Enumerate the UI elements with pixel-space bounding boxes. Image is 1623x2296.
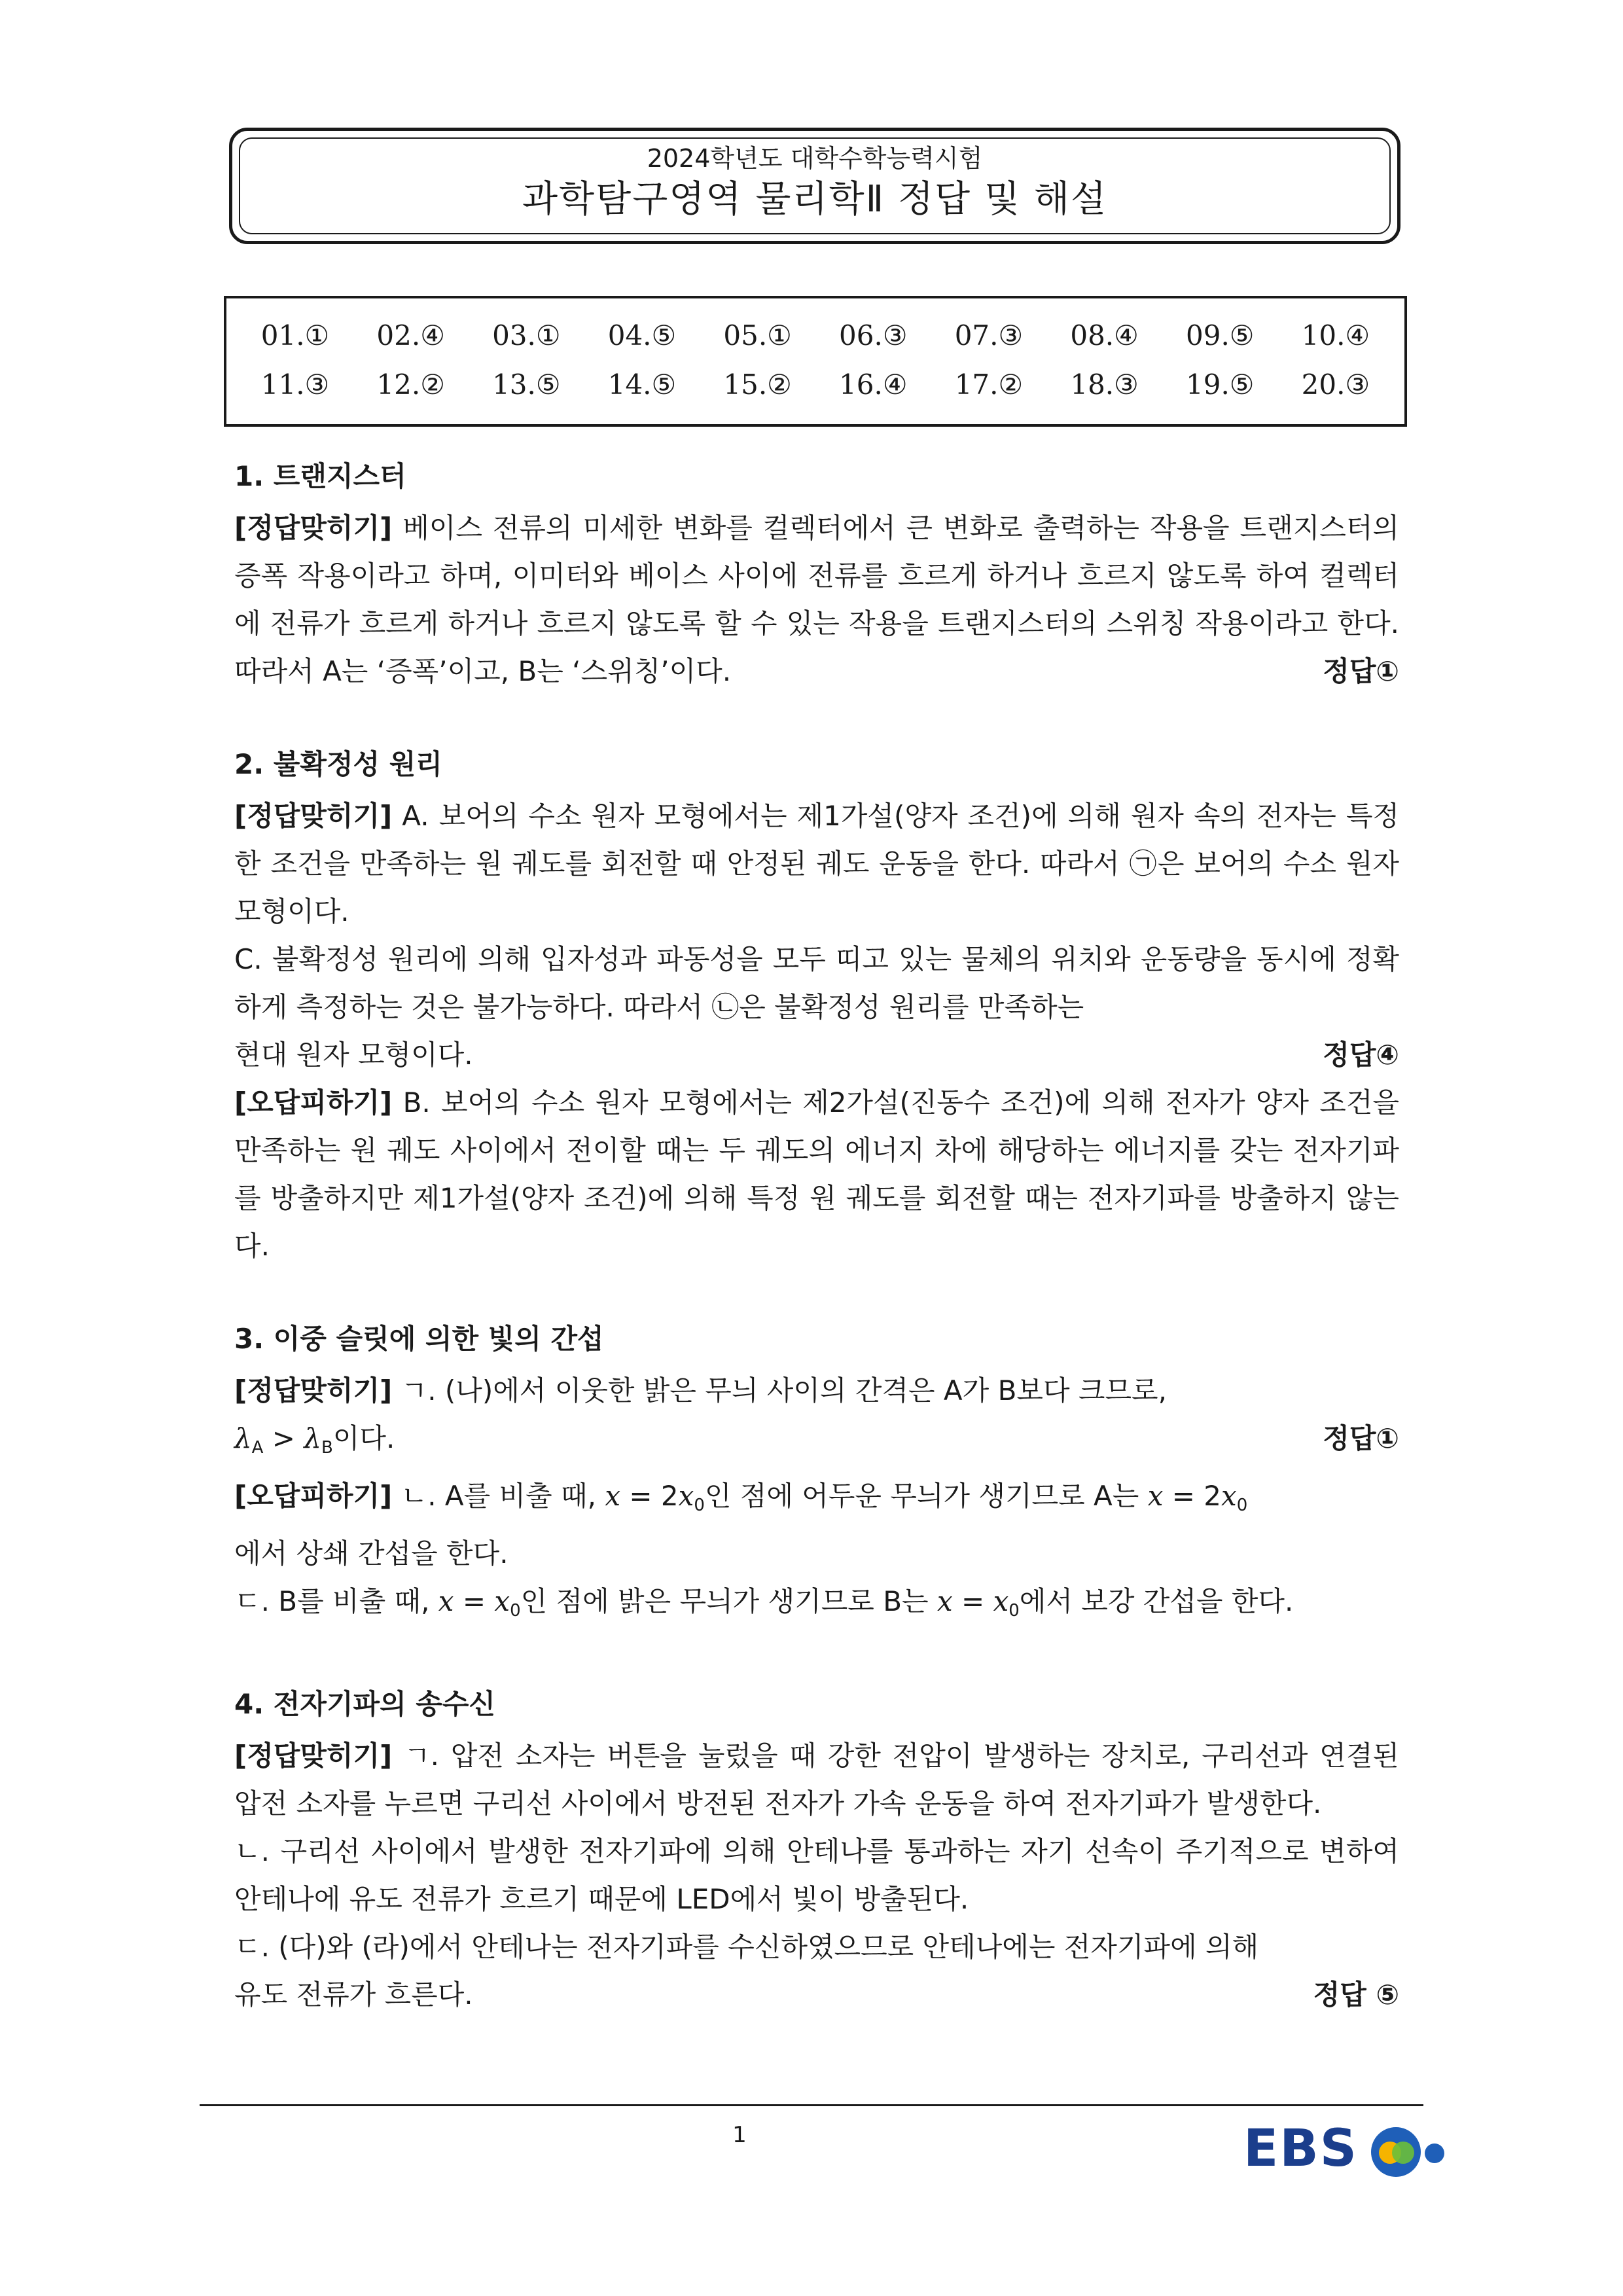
question-4-title: 4. 전자기파의 송수신	[234, 1688, 495, 1720]
question-4-correct-2: ㄴ. 구리선 사이에서 발생한 전자기파에 의해 안테나를 통과하는 자기 선속이 주기적으로 변하여 안테나에 유도 전류가 흐르기 때문에 LED에서 빛이 방출된다.	[234, 1835, 1399, 1915]
question-1-text: 베이스 전류의 미세한 변화를 컬렉터에서 큰 변화로 출력하는 작용을 트랜지스터의 증폭 작용이라고 하며, 이미터와 베이스 사이에 전류를 흐르게 하거나 흐르지 않도록 하여 컬렉터에 전류가 흐르게 하거나 흐르지 않도록 할 수 있는 작용을 트랜지스터의 스위칭 작용이라고 한다. 따라서 A는 ‘증폭’이고, B는 ‘스위칭’이다.	[234, 512, 1399, 687]
exam-subtitle: 2024학년도 대학수학능력시험	[647, 144, 983, 173]
answer-key-table	[224, 296, 1407, 427]
wrong-label: [오답피하기]	[234, 1086, 393, 1119]
answer-row-2	[246, 367, 1385, 403]
question-3-answer-line	[234, 1414, 1399, 1472]
question-2-title: 2. 불확정성 원리	[234, 748, 442, 780]
correct-label: [정답맞히기]	[234, 1740, 393, 1772]
question-2-answer: 정답④	[1323, 1039, 1399, 1071]
question-1-title: 1. 트랜지스터	[234, 460, 406, 492]
page-number: 1	[732, 2122, 747, 2148]
footer-divider	[200, 2104, 1423, 2106]
question-1-answer: 정답①	[1323, 655, 1399, 687]
question-2-wrong-b	[234, 1079, 1399, 1270]
question-4-text-end: 유도 전류가 흐른다.	[234, 1979, 473, 2011]
question-4-correct-1: [정답맞히기] ㄱ. 압전 소자는 버튼을 눌렀을 때 강한 전압이 발생하는 장치로, 구리선과 연결된 압전 소자를 누르면 구리선 사이에서 방전된 전자가 가속 운동을 하여 전자기파가 발생한다.	[234, 1740, 1399, 1820]
answer-cell: 03.①	[492, 319, 561, 351]
question-2-text-a: A. 보어의 수소 원자 모형에서는 제1가설(양자 조건)에 의해 원자 속의 전자는 특정한 조건을 만족하는 원 궤도를 회전할 때 안정된 궤도 운동을 한다. 따라서 ㉠은 보어의 수소 원자 모형이다.	[234, 800, 1399, 927]
question-2-answer-line	[234, 1031, 1399, 1079]
correct-label: [정답맞히기]	[234, 512, 393, 544]
question-4-answer: 정답 ⑤	[1313, 1979, 1399, 2011]
question-2-text-c-end: 현대 원자 모형이다.	[234, 1039, 473, 1071]
answer-cell: 17.②	[954, 368, 1024, 401]
answer-cell: 11.③	[260, 368, 330, 401]
answer-cell: 20.③	[1301, 368, 1370, 401]
question-2-correct-c: C. 불확정성 원리에 의해 입자성과 파동성을 모두 띠고 있는 물체의 위치와 운동량을 동시에 정확하게 측정하는 것은 불가능하다. 따라서 ㉡은 불확정성 원리를 만족하는	[234, 943, 1399, 1023]
answer-cell: 06.③	[839, 319, 908, 351]
lambda-inequality: $\lambda_A > \lambda_B$이다.	[234, 1422, 395, 1458]
answer-cell: 07.③	[954, 319, 1024, 351]
question-4-answer-line	[234, 1971, 1399, 2018]
question-2-text-b: B. 보어의 수소 원자 모형에서는 제2가설(진동수 조건)에 의해 전자가 양자 조건을 만족하는 원 궤도 사이에서 전이할 때는 두 궤도의 에너지 차에 해당하는 에너지를 갖는 전자기파를 방출하지만 제1가설(양자 조건)에 의해 특정 원 궤도를 회전할 때는 전자기파를 방출하지 않는다.	[234, 1086, 1399, 1262]
answer-cell: 09.⑤	[1186, 319, 1255, 351]
answer-cell: 02.④	[376, 319, 445, 351]
correct-label: [정답맞히기]	[234, 800, 393, 832]
question-3-correct	[234, 1367, 1399, 1414]
question-2-correct-a	[234, 792, 1399, 935]
title-box	[229, 128, 1400, 244]
wrong-label: [오답피하기]	[234, 1480, 393, 1512]
answer-cell: 15.②	[723, 368, 792, 401]
answer-cell: 01.①	[260, 319, 330, 351]
correct-label: [정답맞히기]	[234, 1374, 393, 1407]
explanation-content	[234, 458, 1399, 2018]
question-3-wrong-1-end: 에서 상쇄 간섭을 한다.	[234, 1537, 508, 1570]
ebs-logo-icon	[1243, 2115, 1453, 2187]
answer-cell: 19.⑤	[1186, 368, 1255, 401]
answer-cell: 05.①	[723, 319, 792, 351]
ebs-logo	[1243, 2115, 1453, 2187]
answer-cell: 13.⑤	[492, 368, 561, 401]
answer-cell: 12.②	[376, 368, 445, 401]
question-4-correct-3: ㄷ. (다)와 (라)에서 안테나는 전자기파를 수신하였으므로 안테나에는 전자기파에 의해	[234, 1931, 1259, 1963]
question-3-title: 3. 이중 슬릿에 의한 빛의 간섭	[234, 1323, 604, 1355]
answer-cell: 10.④	[1301, 319, 1370, 351]
answer-row-1	[246, 318, 1385, 353]
ebs-logo-text: EBS	[1243, 2119, 1358, 2178]
answer-cell: 16.④	[839, 368, 908, 401]
answer-cell: 08.④	[1070, 319, 1139, 351]
question-3-text-1: ㄱ. (나)에서 이웃한 밝은 무늬 사이의 간격은 A가 B보다 크므로,	[392, 1374, 1167, 1407]
answer-cell: 14.⑤	[607, 368, 677, 401]
page-title: 과학탐구영역 물리학Ⅱ 정답 및 해설	[522, 178, 1108, 221]
question-3-answer: 정답①	[1323, 1422, 1399, 1454]
answer-cell: 04.⑤	[607, 319, 677, 351]
logo-green	[1392, 2142, 1414, 2164]
question-3-wrong-1: [오답피하기] ㄴ. A를 비출 때, $x = 2x_0$인 점에 어두운 무늬가 생기므로 A는 $x = 2x_0$	[234, 1480, 1248, 1515]
logo-dot	[1425, 2144, 1444, 2163]
question-3-wrong-2: ㄷ. B를 비출 때, $x = x_0$인 점에 밝은 무늬가 생기므로 B는 $x = x_0$에서 보강 간섭을 한다.	[234, 1585, 1294, 1621]
answer-cell: 18.③	[1070, 368, 1139, 401]
